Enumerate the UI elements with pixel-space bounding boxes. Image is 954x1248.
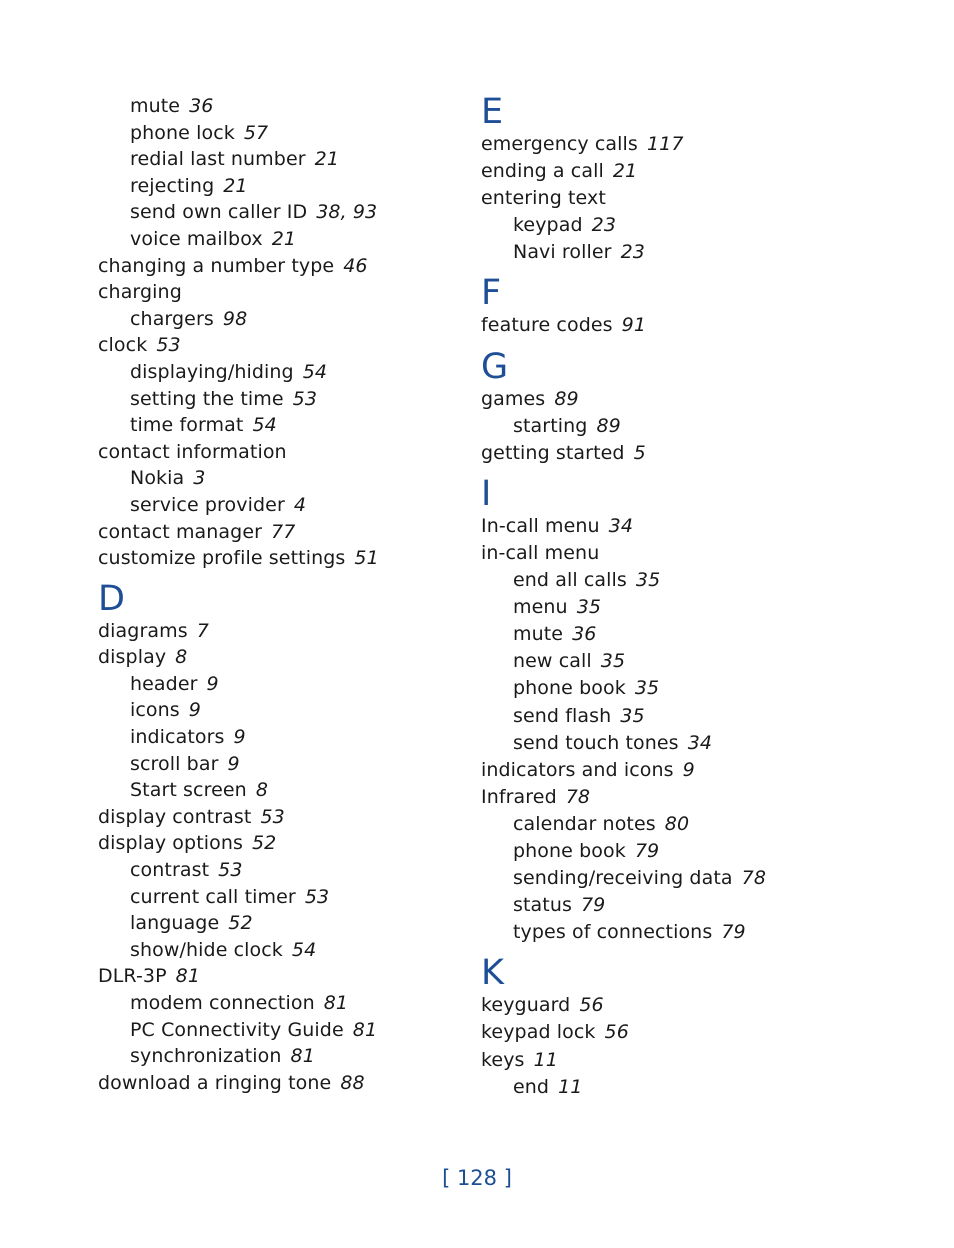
index-term: indicators xyxy=(130,726,225,749)
page-reference: 9 xyxy=(227,752,240,775)
index-term: contrast xyxy=(130,859,210,882)
index-term: entering text xyxy=(481,187,606,210)
index-term: in-call menu xyxy=(481,541,600,564)
index-term: feature codes xyxy=(481,314,613,337)
page-reference: 36 xyxy=(189,95,214,117)
index-subentry-keypad xyxy=(481,212,921,239)
index-term: Infrared xyxy=(481,785,557,808)
page-reference: 89 xyxy=(596,414,621,437)
index-term: charging xyxy=(98,281,182,304)
index-term: diagrams xyxy=(98,619,188,642)
page-reference: 4 xyxy=(293,493,307,516)
index-entry-in-call-menu xyxy=(481,540,921,567)
page-reference: 52 xyxy=(228,912,253,935)
page-reference: 11 xyxy=(558,1075,583,1098)
page-reference: 8 xyxy=(175,646,188,669)
index-term: types of connections xyxy=(513,921,713,944)
page-reference: 21 xyxy=(612,160,638,183)
page-reference: 23 xyxy=(591,214,617,237)
index-subentry-voice-mailbox xyxy=(98,226,458,253)
section-letter-d: D xyxy=(98,578,125,619)
index-subentry-end xyxy=(481,1074,921,1101)
index-subentry-send-touch-tones xyxy=(481,730,921,757)
page-reference: 54 xyxy=(252,414,277,437)
index-entry-getting-started xyxy=(481,440,921,467)
section-letter-e: E xyxy=(481,92,504,132)
index-entry-contact-information xyxy=(98,439,458,466)
index-term: emergency calls xyxy=(481,133,638,155)
index-term: getting started xyxy=(481,441,625,464)
page-reference: 3 xyxy=(193,467,206,490)
index-subentry-phone-lock xyxy=(98,120,458,147)
page-reference: 81 xyxy=(175,965,201,988)
index-term: keyguard xyxy=(481,994,571,1017)
index-column-right xyxy=(481,93,921,1101)
page-reference: 53 xyxy=(260,805,285,828)
page-reference: 9 xyxy=(188,699,201,722)
index-term: mute xyxy=(130,95,181,117)
index-term: Nokia xyxy=(130,467,185,490)
index-entry-display-contrast xyxy=(98,804,458,831)
page-reference: 9 xyxy=(206,672,219,695)
page-reference: 51 xyxy=(354,547,379,570)
index-entry-customize-profile-settings xyxy=(98,545,458,572)
index-entry-in-call-menu xyxy=(481,513,921,540)
page-reference: 53 xyxy=(304,885,330,908)
page-reference: 57 xyxy=(243,121,269,144)
index-term: send flash xyxy=(513,704,612,727)
index-entry-indicators-and-icons xyxy=(481,757,921,784)
index-subentry-send-own-caller-id xyxy=(98,199,458,226)
index-entry-ending-a-call xyxy=(481,158,921,185)
index-term: Navi roller xyxy=(513,241,612,264)
page-reference: 79 xyxy=(580,894,606,917)
index-term: language xyxy=(130,912,220,935)
index-subentry-calendar-notes xyxy=(481,811,921,838)
page-reference: 9 xyxy=(233,726,246,749)
page-number: [ 128 ] xyxy=(442,1166,512,1190)
index-entry-keypad-lock xyxy=(481,1019,921,1046)
page-reference: 21 xyxy=(271,227,297,250)
index-term: modem connection xyxy=(130,992,315,1014)
page-reference: 77 xyxy=(271,520,296,543)
index-term: games xyxy=(481,387,546,410)
index-term: send own caller ID xyxy=(130,201,308,224)
index-term: show/hide clock xyxy=(130,938,283,961)
index-subentry-nokia xyxy=(98,465,458,492)
page-reference: 88 xyxy=(340,1071,365,1094)
index-subentry-end-all-calls xyxy=(481,567,921,594)
index-subentry-types-of-connections xyxy=(481,919,921,946)
index-entry-entering-text xyxy=(481,185,921,212)
page-reference: 8 xyxy=(255,779,269,802)
page-reference: 81 xyxy=(323,992,349,1014)
index-term: contact information xyxy=(98,440,287,463)
index-entry-emergency-calls xyxy=(481,131,921,158)
index-term: indicators and icons xyxy=(481,758,674,781)
index-subentry-mute xyxy=(98,93,458,120)
page-reference: 89 xyxy=(554,387,579,410)
index-term: PC Connectivity Guide xyxy=(130,1018,344,1041)
page-reference: 56 xyxy=(579,994,604,1017)
index-subentry-header xyxy=(98,671,458,698)
index-term: send touch tones xyxy=(513,731,679,754)
index-term: displaying/hiding xyxy=(130,360,294,383)
index-term: scroll bar xyxy=(130,752,219,775)
page-reference: 34 xyxy=(608,514,634,537)
index-term: icons xyxy=(130,699,180,722)
index-term: download a ringing tone xyxy=(98,1071,332,1094)
page-reference: 52 xyxy=(251,832,277,855)
index-subentry-indicators xyxy=(98,724,458,751)
page-reference: 5 xyxy=(633,441,646,464)
index-subentry-show-hide-clock xyxy=(98,937,458,964)
index-term: time format xyxy=(130,414,244,437)
page-reference: 53 xyxy=(156,334,181,357)
index-subentry-send-flash xyxy=(481,703,921,730)
index-subentry-chargers xyxy=(98,306,458,333)
index-term: keys xyxy=(481,1048,525,1071)
index-subentry-pc-connectivity-guide xyxy=(98,1017,458,1044)
index-entry-feature-codes xyxy=(481,312,921,339)
page-reference: 34 xyxy=(687,731,713,754)
index-subentry-setting-the-time xyxy=(98,386,458,413)
page-reference: 56 xyxy=(604,1021,629,1044)
section-letter-f: F xyxy=(481,273,502,314)
page-reference: 35 xyxy=(600,650,626,673)
section-letter-i: I xyxy=(481,473,492,514)
index-term: ending a call xyxy=(481,160,604,183)
index-term: phone book xyxy=(513,677,626,700)
index-entry-changing-a-number-type xyxy=(98,253,458,280)
index-term: current call timer xyxy=(130,885,296,908)
index-term: status xyxy=(513,894,572,917)
index-subentry-sending-receiving-data xyxy=(481,865,921,892)
index-subentry-phone-book xyxy=(481,838,921,865)
index-term: display contrast xyxy=(98,805,252,828)
index-term: clock xyxy=(98,334,148,357)
index-entry-clock xyxy=(98,332,458,359)
index-term: voice mailbox xyxy=(130,227,263,250)
index-term: changing a number type xyxy=(98,254,335,277)
index-term: sending/receiving data xyxy=(513,867,733,890)
page-reference: 78 xyxy=(741,867,767,890)
index-subentry-synchronization xyxy=(98,1043,458,1070)
index-term: end all calls xyxy=(513,569,627,592)
page-reference: 35 xyxy=(620,704,645,727)
page-reference: 98 xyxy=(222,307,248,330)
index-entry-display xyxy=(98,644,458,671)
index-entry-keyguard xyxy=(481,992,921,1019)
page-reference: 78 xyxy=(565,785,591,808)
page-reference: 53 xyxy=(218,859,243,882)
page-reference: 21 xyxy=(314,148,340,171)
index-term: starting xyxy=(513,414,588,437)
index-subentry-modem-connection xyxy=(98,990,458,1017)
index-subentry-current-call-timer xyxy=(98,884,458,911)
page-reference: 38, 93 xyxy=(316,201,378,224)
index-term: customize profile settings xyxy=(98,547,346,570)
index-term: new call xyxy=(513,650,592,673)
page-reference: 91 xyxy=(621,314,647,337)
index-subentry-scroll-bar xyxy=(98,751,458,778)
index-subentry-menu xyxy=(481,594,921,621)
index-subentry-mute xyxy=(481,621,921,648)
page-reference: 79 xyxy=(721,921,746,944)
index-subentry-contrast xyxy=(98,857,458,884)
page-reference: 7 xyxy=(196,619,209,642)
page-reference: 35 xyxy=(634,677,660,700)
page-reference: 9 xyxy=(682,758,695,781)
index-term: header xyxy=(130,672,198,695)
index-entry-diagrams xyxy=(98,618,458,645)
index-entry-keys xyxy=(481,1047,921,1074)
index-term: end xyxy=(513,1075,550,1098)
index-term: Start screen xyxy=(130,779,247,802)
page-reference: 53 xyxy=(292,387,318,410)
index-subentry-language xyxy=(98,910,458,937)
index-entry-display-options xyxy=(98,830,458,857)
index-term: synchronization xyxy=(130,1045,282,1068)
index-subentry-service-provider xyxy=(98,492,458,519)
page-reference: 117 xyxy=(646,133,684,155)
page-reference: 11 xyxy=(533,1048,558,1071)
page-reference: 23 xyxy=(620,241,645,264)
index-subentry-starting xyxy=(481,413,921,440)
page-reference: 79 xyxy=(634,839,660,862)
page-reference: 36 xyxy=(572,623,597,646)
index-entry-infrared xyxy=(481,784,921,811)
index-term: redial last number xyxy=(130,148,306,171)
index-term: service provider xyxy=(130,493,285,516)
page-reference: 35 xyxy=(576,596,602,619)
page-reference: 54 xyxy=(291,938,317,961)
index-term: display options xyxy=(98,832,243,855)
index-term: mute xyxy=(513,623,564,646)
page-reference: 81 xyxy=(290,1045,315,1068)
index-term: calendar notes xyxy=(513,812,656,835)
index-term: In-call menu xyxy=(481,514,600,537)
index-term: keypad lock xyxy=(481,1021,596,1044)
page-reference: 81 xyxy=(352,1018,378,1041)
index-entry-download-a-ringing-tone xyxy=(98,1070,458,1097)
page-reference: 54 xyxy=(302,360,328,383)
index-term: display xyxy=(98,646,167,669)
index-subentry-rejecting xyxy=(98,173,458,200)
page-reference: 46 xyxy=(343,254,368,277)
index-term: phone book xyxy=(513,839,626,862)
page-reference: 21 xyxy=(223,174,248,197)
page-reference: 80 xyxy=(664,812,690,835)
index-term: keypad xyxy=(513,214,583,237)
index-subentry-redial-last-number xyxy=(98,146,458,173)
section-letter-k: K xyxy=(481,953,504,994)
index-term: setting the time xyxy=(130,387,284,410)
index-subentry-time-format xyxy=(98,412,458,439)
index-entry-games xyxy=(481,386,921,413)
index-entry-charging xyxy=(98,279,458,306)
section-letter-g: G xyxy=(481,346,509,387)
index-term: rejecting xyxy=(130,174,215,197)
index-subentry-phone-book xyxy=(481,675,921,702)
index-subentry-navi-roller xyxy=(481,239,921,266)
index-term: phone lock xyxy=(130,121,235,144)
index-term: DLR-3P xyxy=(98,965,167,988)
index-subentry-status xyxy=(481,892,921,919)
index-subentry-icons xyxy=(98,697,458,724)
index-term: menu xyxy=(513,596,568,619)
index-column-left xyxy=(98,93,458,1096)
page-reference: 35 xyxy=(635,569,661,592)
index-term: chargers xyxy=(130,307,214,330)
index-entry-dlr-3p xyxy=(98,963,458,990)
index-subentry-start-screen xyxy=(98,777,458,804)
index-term: contact manager xyxy=(98,520,263,543)
index-subentry-displaying-hiding xyxy=(98,359,458,386)
index-entry-contact-manager xyxy=(98,519,458,546)
index-subentry-new-call xyxy=(481,648,921,675)
